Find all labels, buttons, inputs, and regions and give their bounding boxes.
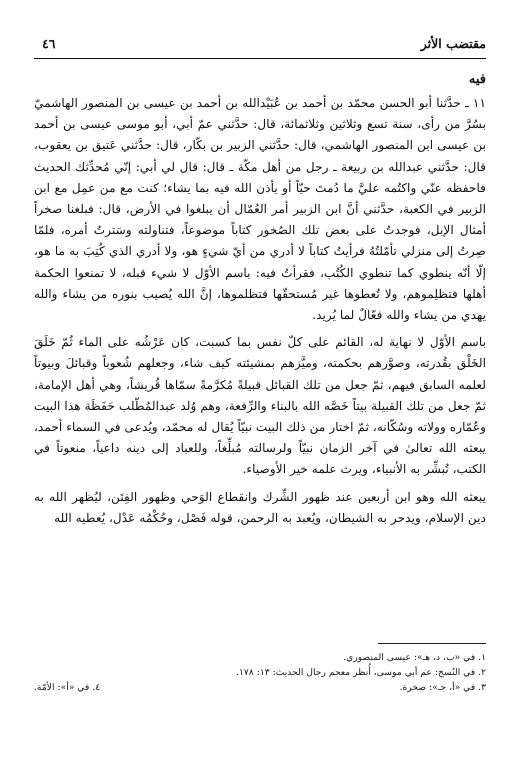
header-rule [34,58,486,59]
main-text [34,93,486,529]
footnotes [34,650,486,695]
footnote-4: ٤. في «أ»: الأمّة. [34,682,101,693]
footnote-1: ١. في «ب، د، هـ»: عيسى المنصوري. [343,652,486,663]
running-title: مقتضب الأثر [420,36,486,51]
section-continuation-word: فيه [468,72,486,87]
footnote-rule [378,643,486,644]
footnote-row-3-4 [34,680,486,695]
paragraph-inscription: باسم الأوّل لا نهاية له، القائم على كلّ نفس بما كسبت، كان عَرْشُه على الماء ثُمّ خَلَقَ الخَلْق بقُدرته، وصوَّرهم بحكمته، وميَّزهم بمشيئته كيف شاء، وجعلهم شُعوباً وقبائلَ وبيوتاً لعلمه السابق فيهم، ثمّ جعل من تلك القبائل قبيلةً مُكرَّمةً سمّاها قُريشاً، وهي أهل الإمامة، ثمّ جعل من تلك القبيلة بيتاً خَصَّه الله بالبناء والرِّفعة، وهم وُلد عبدالمُطّلب حَفَظَة هذا البيت وعُمّاره وولاته وسُكّانه، ثمّ اختار من ذلك البيت نبيّاً يُقال له محمّد، ويُدعى في السماء أحمد، يبعثه الله تعالىٰ في آخر الزمان نبيّاً ولرسالته مُبلِّغاً، وللعباد إلى دينه داعياً، منعوتاً في الكتب، تُبشِّر به الأنبياء، ويرث علمه خير الأوصياء. [34,335,486,477]
paragraph-hadith-11: ١١ ـ حدَّثنا أبو الحسن محمّد بن أحمد بن عُبَيْدالله بن أحمد بن عيسى بن المنصور الهاشميّ بسُرَّ من رأى، سنة تسع وثلاثين وثلاثمائة، قال: حدَّثني عمّ أبي، أبو موسى عيسى بن أحمد بن عيسى ابن المنصور الهاشمي، قال: حدَّثني الزبير بن بكّار، قال: حدَّثني عَتيق بن يعقوب، قال: حدَّثني عبدالله بن ربيعة ـ رجل من أهل مكّة ـ قال: قال لي أبي: إنّي مُحدِّثك الحديث فاحفظه عنّي واكتُمه عليَّ ما دُمتَ حيّاً أو يأذن الله فيه بما يشاء؛ كنت مع من عمِل مع ابن الزبير في الكعبة، حدَّثني أنَّ ابن الزبير أمر العُمّال أن يبلغوا في الأرض، قال: فبلغنا صخراً أمثال الإبل، فوجدتُ على بعض تلك الصُخور كتاباً موضوعاً، فتناولته وسَترتُ أمره، فلمّا صِرتُ إلى منزلي تأمّلتُهُ فرأيتُ كتاباً لا أدري من أيّ شيءٍ هو، ولا أدري الذي كُتِبَ به ما هو، إلّا أنّه ينطوي كما تنطوي الكُتُب، فقرأتُ فيه: باسم الأوّل لا شيء قبله، لا تمنعوا الحكمة أهلها فتظلِموهم، ولا تُعطوها غير مُستحقّها فتظلموها، إنَّ الله يُصيب بنوره من يشاء والله يهدي من يشاء والله فعّالٌ لما يُريد. [34,96,486,323]
page-number: ٤٦ [42,36,56,51]
document-page [34,34,486,734]
footnote-2: ٢. في النُسخ: عم أبي موسى، أُنظر معجم رجال الحديث: ١٣: ١٧٨. [236,667,486,678]
page-header [34,34,486,54]
paragraph-continuation: يبعثه الله وهو ابن أربعين عند ظهور الشِّرك وانقطاع الوَحي وظهور الفِتَن، ليُظهر الله به دين الإسلام، ويدحر به الشيطان، ويُعبد به الرحمن، قوله فَصْل، وحُكْمُه عَدْل، يُعطيه الله [34,489,486,525]
footnote-3: ٣. في «أ، جـ»: صخرة. [399,682,486,693]
